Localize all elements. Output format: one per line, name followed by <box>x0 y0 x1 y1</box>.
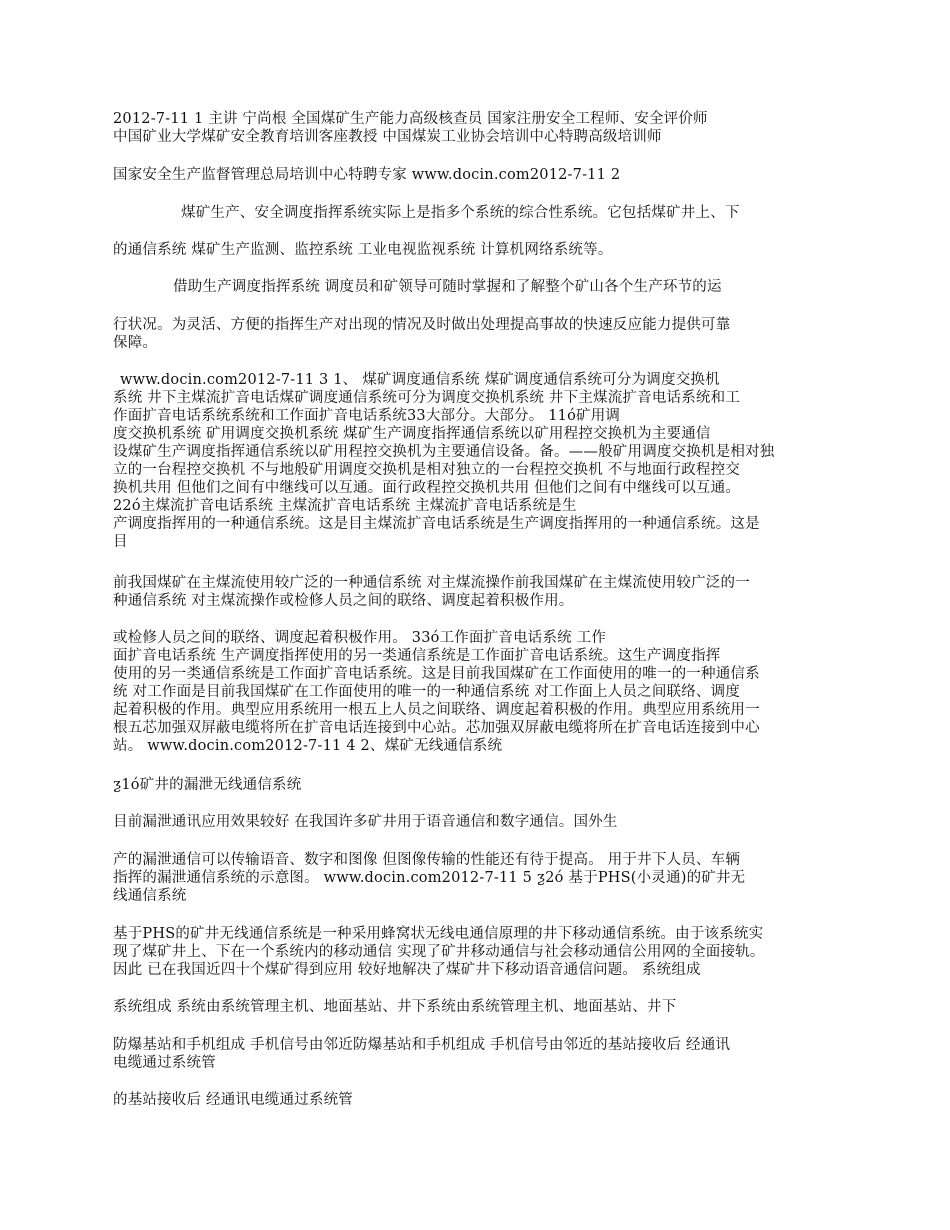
text-line: 度交换机系统 矿用调度交换机系统 煤矿生产调度指挥通信系统以矿用程控交换机为主要通信 <box>113 426 711 442</box>
text-line: 使用的另一类通信系统是工作面扩音电话系统。这是目前我国煤矿在工作面使用的唯一的一种通信系 <box>113 666 760 682</box>
text-line: 现了煤矿井上、下在一个系统内的移动通信 实现了矿井移动通信与社会移动通信公用网的全面接轨。 <box>113 944 765 960</box>
text-line: 作面扩音电话系统系统和工作面扩音电话系统33大部分。大部分。 11ó矿用调 <box>113 408 621 424</box>
text-line: 起着积极的作用。典型应用系统用一根五上人员之间联络、调度起着积极的作用。典型应用系统用一 <box>113 702 760 718</box>
text-line: 产调度指挥用的一种通信系统。这是目主煤流扩音电话系统是生产调度指挥用的一种通信系统。这是 <box>113 516 760 532</box>
text-line: 基于PHS的矿井无线通信系统是一种采用蜂窝状无线电通信原理的井下移动通信系统。由于该系统实 <box>113 926 764 942</box>
text-line: 产的漏泄通信可以传输语音、数字和图像 但图像传输的性能还有待于提高。 用于井下人员、车辆 <box>113 852 741 868</box>
text-line: 面扩音电话系统 生产调度指挥使用的另一类通信系统是工作面扩音电话系统。这生产调度指挥 <box>113 648 721 664</box>
text-line: 借助生产调度指挥系统 调度员和矿领导可随时掌握和了解整个矿山各个生产环节的运 <box>173 279 722 295</box>
text-line: 立的一台程控交换机 不与地般矿用调度交换机是相对独立的一台程控交换机 不与地面行政程控交 <box>113 462 741 478</box>
text-line: 目前漏泄通讯应用效果较好 在我国许多矿井用于语音通信和数字通信。国外生 <box>113 814 618 830</box>
text-line: 种通信系统 对主煤流操作或检修人员之间的联络、调度起着积极作用。 <box>113 593 574 609</box>
text-line: 或检修人员之间的联络、调度起着积极作用。 33ó工作面扩音电话系统 工作 <box>113 630 607 646</box>
text-line: 统 对工作面是目前我国煤矿在工作面使用的唯一的一种通信系统 对工作面上人员之间联络、调度 <box>113 684 741 700</box>
text-line: 因此 已在我国近四十个煤矿得到应用 较好地解决了煤矿井下移动语音通信问题。 系统组成 <box>113 962 701 978</box>
text-line: 中国矿业大学煤矿安全教育培训客座教授 中国煤炭工业协会培训中心特聘高级培训师 <box>113 129 662 145</box>
text-line: 的通信系统 煤矿生产监测、监控系统 工业电视监视系统 计算机网络系统等。 <box>113 242 613 258</box>
text-line: 22ó主煤流扩音电话系统 主煤流扩音电话系统 主煤流扩音电话系统是生 <box>113 498 577 514</box>
text-line: 指挥的漏泄通信系统的示意图。 www.docin.com2012-7-11 5 ƺ2ó 基于PHS(小灵通)的矿井无 <box>113 870 746 886</box>
text-line: 的基站接收后 经通讯电缆通过系统管 <box>113 1092 354 1108</box>
text-line: 电缆通过系统管 <box>113 1055 216 1071</box>
text-line: ƺ1ó矿井的漏泄无线通信系统 <box>113 777 302 793</box>
text-line: 煤矿生产、安全调度指挥系统实际上是指多个系统的综合性系统。它包括煤矿井上、下 <box>181 205 740 221</box>
text-line: www.docin.com2012-7-11 3 1、 煤矿调度通信系统 煤矿调度通信系统可分为调度交换机 <box>120 372 720 388</box>
text-line: 国家安全生产监督管理总局培训中心特聘专家 www.docin.com2012-7-11 2 <box>113 167 621 183</box>
text-line: 防爆基站和手机组成 手机信号由邻近防爆基站和手机组成 手机信号由邻近的基站接收后 经通讯 <box>113 1037 731 1053</box>
text-line: 系统组成 系统由系统管理主机、地面基站、井下系统由系统管理主机、地面基站、井下 <box>113 999 677 1015</box>
text-line: 系统 井下主煤流扩音电话煤矿调度通信系统可分为调度交换机系统 井下主煤流扩音电话系统和工 <box>113 390 741 406</box>
text-line: 根五芯加强双屏蔽电缆将所在扩音电话连接到中心站。芯加强双屏蔽电缆将所在扩音电话连接到中心 <box>113 720 760 736</box>
text-line: 2012-7-11 1 主讲 宁尚根 全国煤矿生产能力高级核查员 国家注册安全工程师、安全评价师 <box>113 111 708 127</box>
text-line: 设煤矿生产调度指挥通信系统以矿用程控交换机为主要通信设备。备。——般矿用调度交换机是相对独 <box>113 444 775 460</box>
text-line: 行状况。为灵活、方便的指挥生产对出现的情况及时做出处理提高事故的快速反应能力提供可靠 <box>113 317 731 333</box>
text-line: 目 <box>113 534 128 550</box>
text-line: 线通信系统 <box>113 888 187 904</box>
text-line: 换机共用 但他们之间有中继线可以互通。面行政程控交换机共用 但他们之间有中继线可以互通。 <box>113 480 741 496</box>
text-line: 站。 www.docin.com2012-7-11 4 2、煤矿无线通信系统 <box>113 738 503 754</box>
text-line: 前我国煤矿在主煤流使用较广泛的一种通信系统 对主煤流操作前我国煤矿在主煤流使用较广泛的一 <box>113 575 750 591</box>
text-line: 保障。 <box>113 335 158 351</box>
